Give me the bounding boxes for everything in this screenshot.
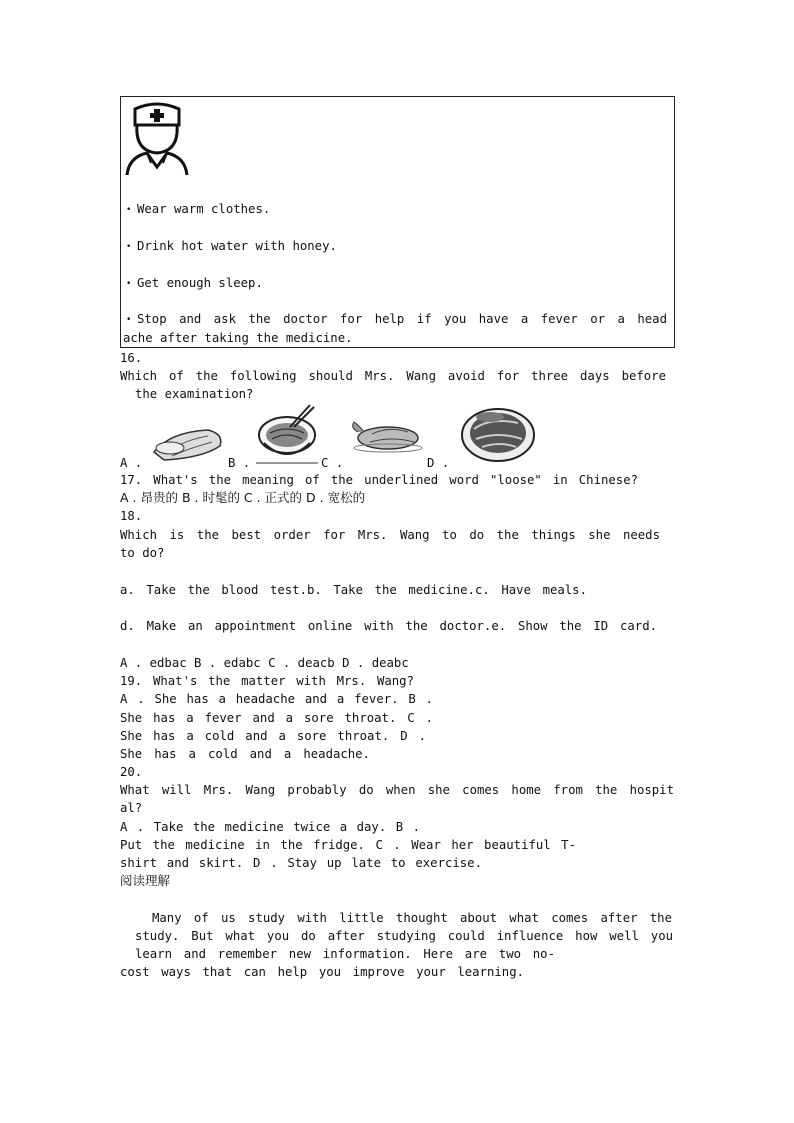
q16-question-cont: the examination? <box>135 387 254 401</box>
q18-steps-2: d. Make an appointment online with the doctor.e. Show the ID card. <box>120 619 657 633</box>
q20-line-3: shirt and skirt. D . Stay up late to exercise. <box>120 856 482 870</box>
tip-4-cont: ache after taking the medicine. <box>123 331 353 345</box>
q20-line-1: A . Take the medicine twice a day. B . <box>120 820 420 834</box>
q18-steps-1: a. Take the blood test.b. Take the medicine.c. Have meals. <box>120 583 587 597</box>
q16-option-a: A . <box>120 456 143 470</box>
q16-question: Which of the following should Mrs. Wang avoid for three days before <box>120 369 666 383</box>
notice-box <box>120 96 675 348</box>
passage-line-3: learn and remember new information. Here are two no- <box>135 947 555 961</box>
q18-question-cont: to do? <box>120 546 165 560</box>
q20-number: 20. <box>120 765 143 779</box>
tip-2: • Drink hot water with honey. <box>126 237 667 256</box>
q16-option-c: C . <box>321 456 344 470</box>
q20-line-2: Put the medicine in the fridge. C . Wear her beautiful T- <box>120 838 576 852</box>
bullet-icon: • <box>126 242 132 252</box>
q18-options: A . edbac B . edabc C . deacb D . deabc <box>120 656 409 670</box>
bullet-icon: • <box>126 315 132 325</box>
q16-number: 16. <box>120 351 143 365</box>
passage-line-1: Many of us study with little thought about what comes after the <box>152 911 672 925</box>
meat-plate-icon <box>460 403 536 463</box>
noodle-bowl-icon <box>254 403 320 465</box>
q20-question-cont: al? <box>120 801 143 815</box>
q19-question: 19. What's the matter with Mrs. Wang? <box>120 674 414 688</box>
tip-1: • Wear warm clothes. <box>126 200 667 219</box>
tip-3: • Get enough sleep. <box>126 274 667 293</box>
q17-options: A . 昂贵的 B . 时髦的 C . 正式的 D . 宽松的 <box>120 490 366 505</box>
bullet-icon: • <box>126 279 132 289</box>
q19-line-2: She has a fever and a sore throat. C . <box>120 711 433 725</box>
bullet-icon: • <box>126 205 132 215</box>
q16-option-d: D . <box>427 456 450 470</box>
fried-fish-icon <box>150 422 226 464</box>
roast-chicken-icon <box>348 418 424 454</box>
q19-line-3: She has a cold and a sore throat. D . <box>120 729 426 743</box>
q16-option-b: B . <box>228 456 251 470</box>
tip-4: • Stop and ask the doctor for help if you have a fever or a head <box>126 310 667 329</box>
q17-question: 17. What's the meaning of the underlined word "loose" in Chinese? <box>120 473 638 487</box>
q18-question: Which is the best order for Mrs. Wang to do the things she needs <box>120 528 660 542</box>
q19-line-1: A . She has a headache and a fever. B . <box>120 692 433 706</box>
passage-line-4: cost ways that can help you improve your learning. <box>120 965 524 979</box>
nurse-doctor-icon <box>123 101 191 177</box>
passage-line-2: study. But what you do after studying could influence how well you <box>135 929 673 943</box>
section-heading: 阅读理解 <box>120 873 171 888</box>
q19-line-4: She has a cold and a headache. <box>120 747 370 761</box>
q18-number: 18. <box>120 509 143 523</box>
q20-question: What will Mrs. Wang probably do when she comes home from the hospit <box>120 783 674 797</box>
